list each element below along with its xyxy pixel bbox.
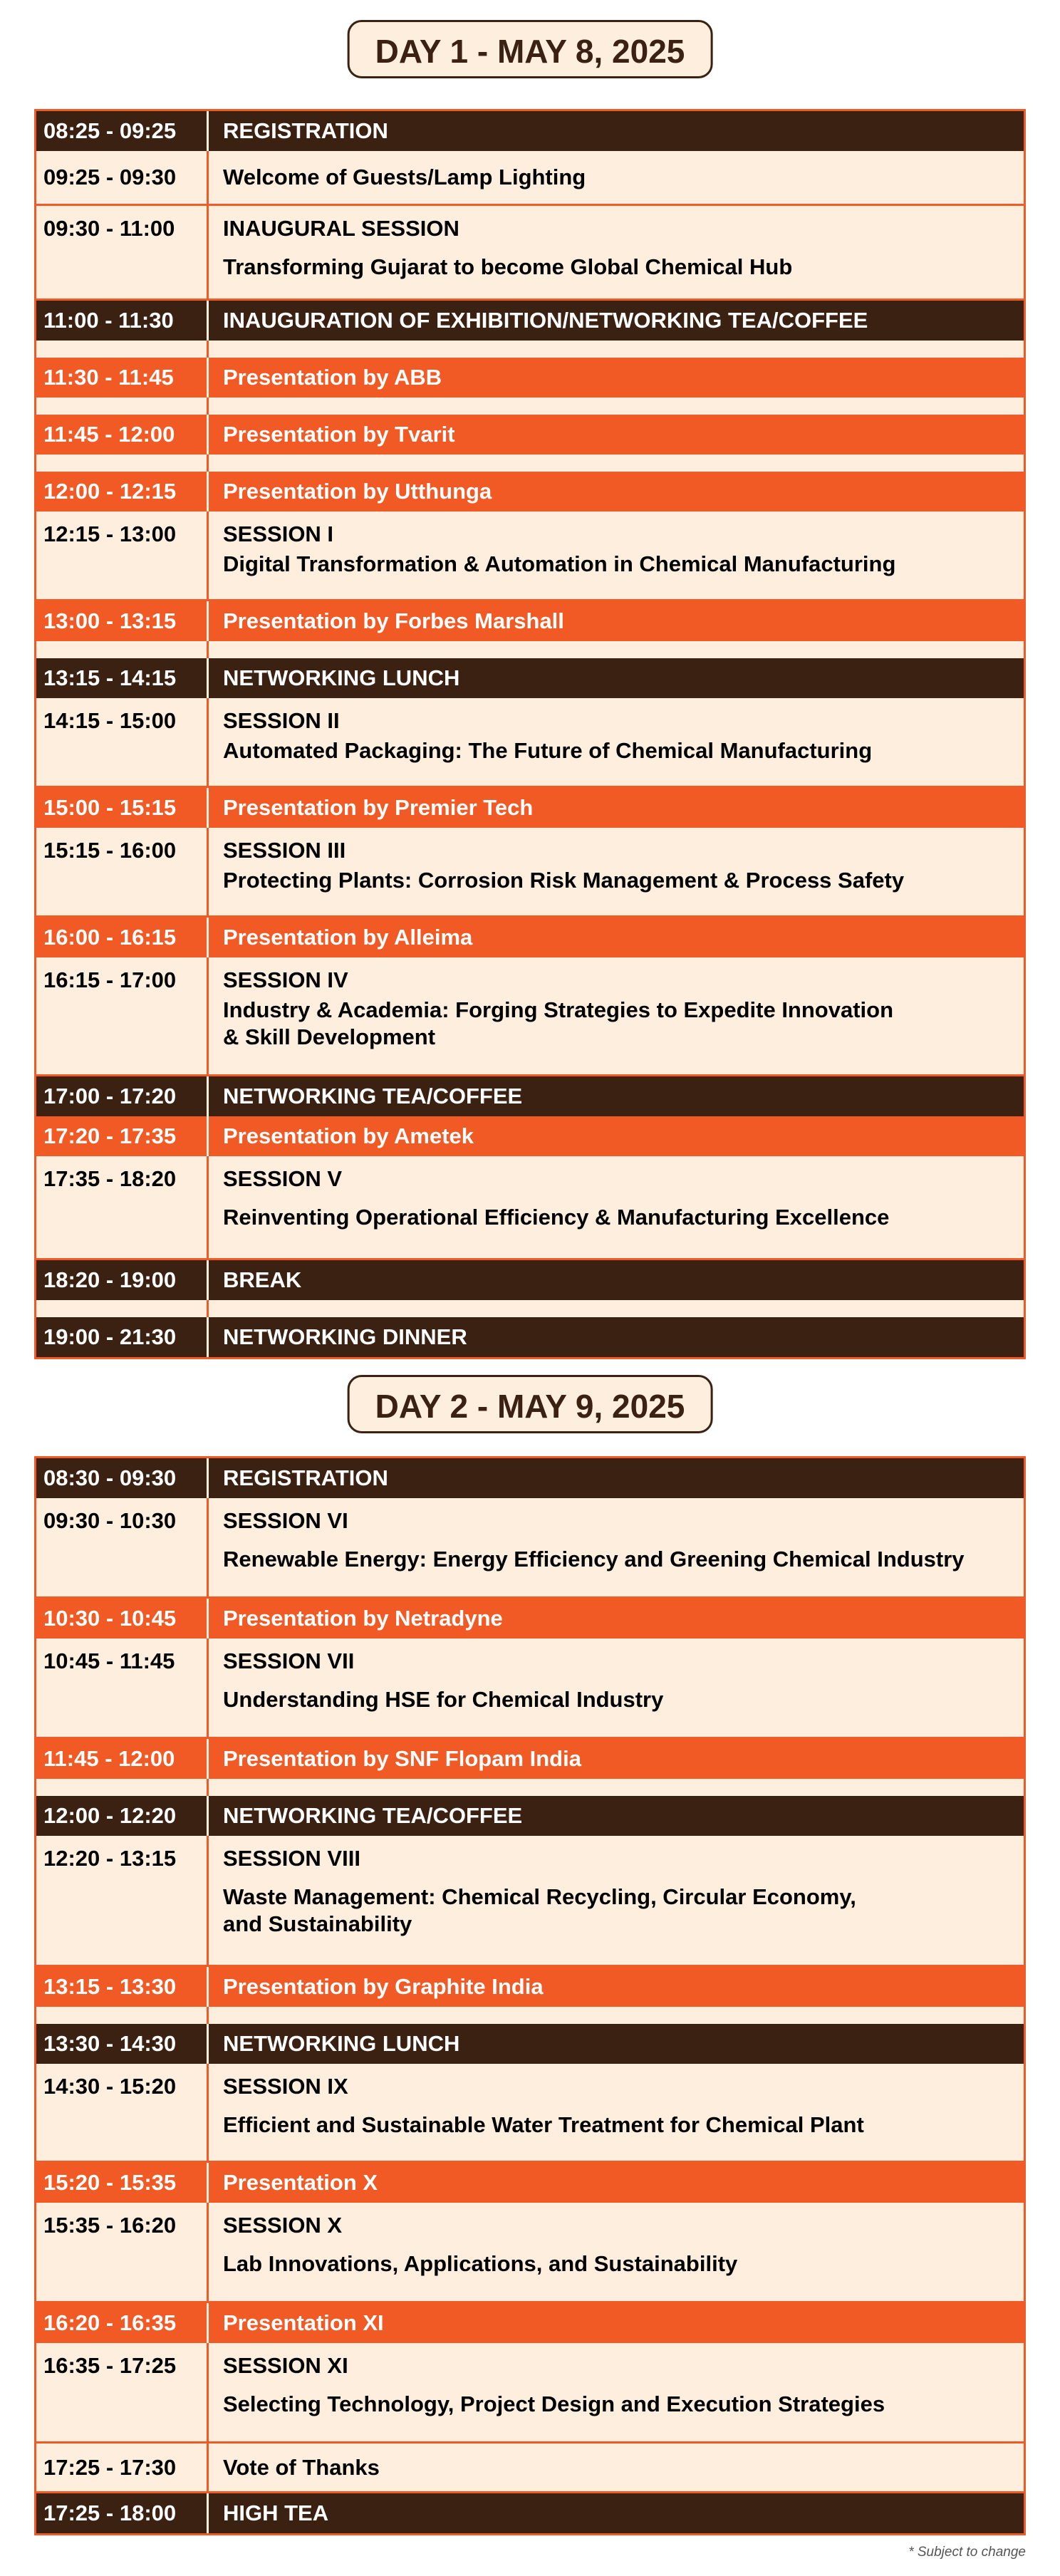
table-row	[36, 111, 1024, 151]
session-subtitle: Digital Transformation & Automation in Chemical Manufacturing	[223, 551, 896, 576]
table-row	[36, 2203, 1024, 2303]
row-time: 13:30 - 14:30	[36, 2024, 209, 2064]
session-subtitle: Selecting Technology, Project Design and Execution Strategies	[223, 2391, 885, 2416]
row-spacer	[36, 641, 1024, 658]
session-title: SESSION XI	[223, 2353, 348, 2378]
table-row	[36, 1260, 1024, 1300]
table-row	[36, 1116, 1024, 1156]
row-time: 17:00 - 17:20	[36, 1076, 209, 1116]
row-time: 16:35 - 17:25	[36, 2343, 209, 2441]
table-row	[36, 415, 1024, 455]
row-time: 11:30 - 11:45	[36, 358, 209, 398]
session-subtitle: Automated Packaging: The Future of Chemical Manufacturing	[223, 738, 873, 763]
row-time: 18:20 - 19:00	[36, 1260, 209, 1300]
row-time: 12:15 - 13:00	[36, 511, 209, 599]
row-title: Welcome of Guests/Lamp Lighting	[223, 165, 586, 189]
session-title: SESSION VI	[223, 1508, 348, 1533]
row-title: Presentation XI	[223, 2310, 384, 2335]
day2-agenda-table	[34, 1456, 1026, 2535]
row-time: 14:30 - 15:20	[36, 2064, 209, 2161]
table-row	[36, 2163, 1024, 2203]
row-time: 08:25 - 09:25	[36, 111, 209, 151]
session-title: SESSION X	[223, 2213, 343, 2238]
table-row	[36, 1739, 1024, 1779]
session-subtitle: Renewable Energy: Energy Efficiency and Greening Chemical Industry	[223, 1547, 965, 1572]
table-row	[36, 2493, 1024, 2533]
table-row	[36, 601, 1024, 641]
session-title: SESSION III	[223, 838, 346, 863]
row-title: Presentation by ABB	[223, 365, 442, 390]
table-row	[36, 1076, 1024, 1116]
session-subtitle-continued: and Sustainability	[223, 1911, 412, 1936]
session-title: SESSION VIII	[223, 1846, 360, 1871]
table-row	[36, 151, 1024, 206]
table-row	[36, 788, 1024, 828]
row-title: NETWORKING TEA/COFFEE	[223, 1803, 523, 1828]
session-subtitle-continued: & Skill Development	[223, 1024, 436, 1049]
row-time: 12:00 - 12:15	[36, 472, 209, 511]
table-row	[36, 2303, 1024, 2343]
row-time: 17:20 - 17:35	[36, 1116, 209, 1156]
row-time: 11:45 - 12:00	[36, 1739, 209, 1779]
row-time: 15:15 - 16:00	[36, 828, 209, 915]
table-row	[36, 358, 1024, 398]
day1-agenda-table	[34, 109, 1026, 1359]
day1-title: DAY 1 - MAY 8, 2025	[348, 20, 713, 78]
row-title: Presentation by Alleima	[223, 925, 473, 950]
row-title: Presentation by Premier Tech	[223, 795, 534, 820]
row-time: 17:25 - 18:00	[36, 2493, 209, 2533]
row-title: REGISTRATION	[223, 1465, 388, 1490]
session-subtitle: Understanding HSE for Chemical Industry	[223, 1687, 664, 1712]
row-time: 15:00 - 15:15	[36, 788, 209, 828]
row-time: 16:00 - 16:15	[36, 918, 209, 957]
table-row	[36, 2443, 1024, 2493]
row-spacer	[36, 1300, 1024, 1317]
row-time: 10:45 - 11:45	[36, 1638, 209, 1737]
session-title: SESSION I	[223, 521, 334, 546]
row-title: Presentation by Tvarit	[223, 422, 455, 447]
row-time: 09:30 - 10:30	[36, 1498, 209, 1596]
row-time: 09:25 - 09:30	[36, 151, 209, 204]
row-time: 11:45 - 12:00	[36, 415, 209, 455]
row-title: Presentation by Graphite India	[223, 1974, 544, 1999]
session-subtitle: Protecting Plants: Corrosion Risk Management & Process Safety	[223, 868, 905, 893]
table-row	[36, 918, 1024, 957]
row-time: 16:20 - 16:35	[36, 2303, 209, 2343]
table-row	[36, 828, 1024, 918]
row-time: 13:15 - 13:30	[36, 1967, 209, 2007]
row-title: Presentation by Ametek	[223, 1123, 474, 1148]
table-row	[36, 206, 1024, 301]
session-subtitle: Industry & Academia: Forging Strategies to Expedite Innovation	[223, 997, 894, 1022]
table-row	[36, 1498, 1024, 1599]
session-title: SESSION V	[223, 1166, 343, 1191]
table-row	[36, 1836, 1024, 1967]
session-subtitle: Waste Management: Chemical Recycling, Circular Economy,	[223, 1884, 856, 1909]
table-row	[36, 2024, 1024, 2064]
day2-title: DAY 2 - MAY 9, 2025	[348, 1375, 713, 1433]
table-row	[36, 658, 1024, 698]
session-subtitle: Efficient and Sustainable Water Treatment for Chemical Plant	[223, 2112, 864, 2137]
table-row	[36, 1967, 1024, 2007]
session-subtitle: Lab Innovations, Applications, and Sustainability	[223, 2251, 738, 2276]
table-row	[36, 2064, 1024, 2163]
row-title: NETWORKING TEA/COFFEE	[223, 1084, 523, 1108]
row-time: 14:15 - 15:00	[36, 698, 209, 786]
row-time: 19:00 - 21:30	[36, 1317, 209, 1357]
row-time: 12:00 - 12:20	[36, 1796, 209, 1836]
session-subtitle: Reinventing Operational Efficiency & Manufacturing Excellence	[223, 1205, 890, 1230]
row-title: Presentation by SNF Flopam India	[223, 1746, 581, 1771]
row-title: Vote of Thanks	[223, 2454, 380, 2480]
session-title: SESSION IX	[223, 2074, 348, 2099]
row-title: HIGH TEA	[223, 2500, 329, 2525]
row-title: Presentation by Netradyne	[223, 1606, 503, 1631]
row-title: Presentation by Forbes Marshall	[223, 608, 564, 633]
table-row	[36, 472, 1024, 511]
session-title: INAUGURAL SESSION	[223, 216, 459, 241]
row-title: NETWORKING LUNCH	[223, 2031, 460, 2056]
table-row	[36, 2343, 1024, 2443]
row-spacer	[36, 455, 1024, 472]
row-time: 08:30 - 09:30	[36, 1458, 209, 1498]
table-row	[36, 301, 1024, 341]
table-row	[36, 1317, 1024, 1357]
row-spacer	[36, 341, 1024, 358]
table-row	[36, 511, 1024, 601]
table-row	[36, 957, 1024, 1076]
row-spacer	[36, 2007, 1024, 2024]
row-time: 17:25 - 17:30	[36, 2443, 209, 2491]
row-spacer	[36, 398, 1024, 415]
row-time: 16:15 - 17:00	[36, 957, 209, 1074]
row-time: 17:35 - 18:20	[36, 1156, 209, 1258]
row-title: Presentation X	[223, 2170, 378, 2195]
row-time: 12:20 - 13:15	[36, 1836, 209, 1965]
footnote: * Subject to change	[908, 2545, 1026, 2560]
row-time: 11:00 - 11:30	[36, 301, 209, 341]
row-time: 15:35 - 16:20	[36, 2203, 209, 2301]
session-title: SESSION IV	[223, 967, 348, 992]
row-time: 13:00 - 13:15	[36, 601, 209, 641]
table-row	[36, 1599, 1024, 1638]
row-time: 10:30 - 10:45	[36, 1599, 209, 1638]
session-subtitle: Transforming Gujarat to become Global Chemical Hub	[223, 254, 793, 279]
table-row	[36, 698, 1024, 788]
row-time: 09:30 - 11:00	[36, 206, 209, 298]
row-title: Presentation by Utthunga	[223, 479, 492, 504]
row-spacer	[36, 1779, 1024, 1796]
row-title: BREAK	[223, 1267, 302, 1292]
row-title: INAUGURATION OF EXHIBITION/NETWORKING TEA/COFFEE	[223, 308, 868, 333]
table-row	[36, 1638, 1024, 1739]
table-row	[36, 1156, 1024, 1260]
row-title: REGISTRATION	[223, 118, 388, 143]
row-title: NETWORKING DINNER	[223, 1324, 467, 1349]
table-row	[36, 1796, 1024, 1836]
row-time: 13:15 - 14:15	[36, 658, 209, 698]
session-title: SESSION II	[223, 708, 340, 733]
row-time: 15:20 - 15:35	[36, 2163, 209, 2203]
table-row	[36, 1458, 1024, 1498]
row-title: NETWORKING LUNCH	[223, 665, 460, 690]
session-title: SESSION VII	[223, 1648, 355, 1673]
